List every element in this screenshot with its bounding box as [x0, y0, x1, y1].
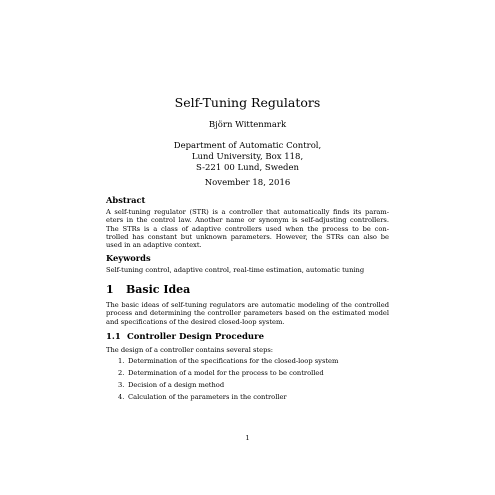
section-1-line: and specifications of the desired closed-loop system. [106, 317, 285, 326]
abstract-body [106, 209, 389, 250]
list-item-number: 4. [118, 393, 125, 401]
affiliation-line: Department of Automatic Control, [173, 141, 322, 151]
abstract-line: trolled has constant but unknown parameters. However, the STRs can also be [106, 232, 389, 241]
list-item [118, 370, 324, 377]
section-1-line: The basic ideas of self-tuning regulators are automatic modeling of the controlled [106, 301, 389, 309]
paper-date: November 18, 2016 [204, 178, 291, 188]
affiliation-line: S-221 00 Lund, Sweden [196, 163, 299, 173]
intro-text: The design of a controller contains several steps: [106, 346, 274, 354]
subsection-number: 1.1 [106, 332, 121, 342]
list-item [118, 358, 338, 365]
keywords-text: Self-tuning control, adaptive control, real-time estimation, automatic tuning [106, 266, 365, 274]
list-item-number: 3. [118, 381, 125, 389]
author-name: Björn Wittenmark [208, 120, 287, 130]
section-number: 1 [106, 283, 114, 296]
keywords-body [106, 267, 389, 275]
page-number: 1 [245, 434, 250, 442]
list-item-text: Decision of a design method [128, 381, 225, 389]
affiliation-line: Lund University, Box 118, [191, 152, 304, 162]
abstract-heading: Abstract [106, 195, 146, 205]
affiliation [0, 142, 495, 175]
abstract-line: The STRs is a class of adaptive controllers used when the process to be con- [106, 224, 389, 233]
list-item [118, 394, 287, 401]
list-item-number: 1. [118, 357, 125, 365]
abstract-line: used in an adaptive context. [106, 241, 202, 250]
section-1-line: process and determining the controller parameters based on the estimated model [106, 309, 389, 318]
keywords-heading: Keywords [106, 253, 151, 263]
section-1-1-heading [106, 333, 389, 342]
section-1-body [106, 302, 389, 327]
section-1-heading [106, 284, 389, 295]
list-item [118, 382, 224, 389]
section-title: Basic Idea [126, 283, 191, 296]
list-item-text: Determination of the specifications for the closed-loop system [128, 357, 339, 365]
list-item-text: Calculation of the parameters in the controller [128, 393, 287, 401]
list-item-number: 2. [118, 369, 125, 377]
subsection-title: Controller Design Procedure [127, 332, 265, 342]
abstract-line: eters in the control law. Another name or synonym is self-adjusting controllers. [106, 216, 389, 225]
list-item-text: Determination of a model for the process to be controlled [128, 369, 324, 377]
abstract-line: A self-tuning regulator (STR) is a controller that automatically finds its param- [106, 208, 389, 216]
paper-title: Self-Tuning Regulators [174, 95, 321, 110]
section-1-1-intro [106, 347, 389, 355]
